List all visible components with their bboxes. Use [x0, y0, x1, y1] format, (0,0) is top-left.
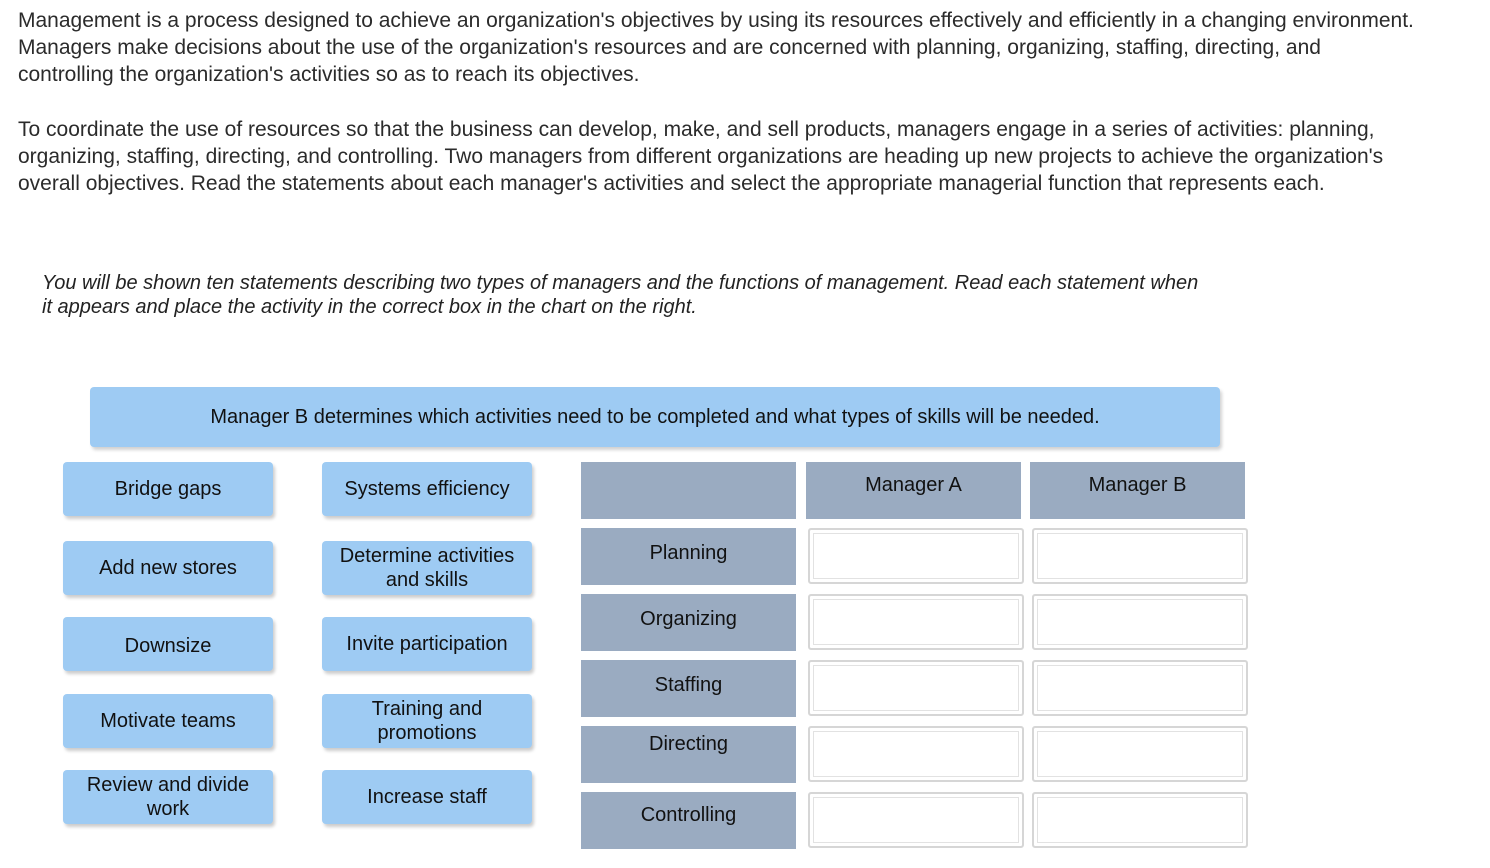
drop-zone-manager-b-controlling[interactable] [1032, 792, 1248, 848]
row-label-planning: Planning [581, 528, 796, 585]
drop-zone-manager-a-staffing[interactable] [808, 660, 1024, 716]
tile-downsize[interactable]: Downsize [63, 617, 273, 671]
drop-zone-manager-b-staffing[interactable] [1032, 660, 1248, 716]
tile-review-and-divide-work[interactable]: Review and divide work [63, 770, 273, 824]
drop-zone-manager-a-organizing[interactable] [808, 594, 1024, 650]
tile-add-new-stores[interactable]: Add new stores [63, 541, 273, 595]
tile-training-and-promotions[interactable]: Training and promotions [322, 694, 532, 748]
intro-paragraph-2: To coordinate the use of resources so that the business can develop, make, and sell products, managers engage in a series of activities: planning, organizing, staffing, directing, and controlling. Two managers from different organizations are heading up new projects to achieve the organization's overall objectives. Read the statements about each manager's activities and select the appropriate managerial function that represents each. [18, 118, 1384, 195]
drop-zone-manager-b-organizing[interactable] [1032, 594, 1248, 650]
chart-corner-cell [581, 462, 796, 519]
drop-zone-manager-a-directing[interactable] [808, 726, 1024, 782]
drop-zone-manager-b-directing[interactable] [1032, 726, 1248, 782]
drop-zone-manager-b-planning[interactable] [1032, 528, 1248, 584]
drop-zone-manager-a-controlling[interactable] [808, 792, 1024, 848]
row-label-staffing: Staffing [581, 660, 796, 717]
tile-systems-efficiency[interactable]: Systems efficiency [322, 462, 532, 516]
row-label-directing: Directing [581, 726, 796, 783]
drop-zone-manager-a-planning[interactable] [808, 528, 1024, 584]
column-header-manager-b: Manager B [1030, 462, 1245, 519]
instructions: You will be shown ten statements describing two types of managers and the functions of management. Read each statement when it appears and place the activity in the correct box in the chart on the right. [42, 272, 1199, 318]
statement-banner: Manager B determines which activities need to be completed and what types of skills will be needed. [90, 387, 1220, 447]
tile-invite-participation[interactable]: Invite participation [322, 617, 532, 671]
tile-increase-staff[interactable]: Increase staff [322, 770, 532, 824]
column-header-manager-a: Manager A [806, 462, 1021, 519]
tile-determine-activities-and-skills[interactable]: Determine activities and skills [322, 541, 532, 595]
row-label-controlling: Controlling [581, 792, 796, 849]
tile-motivate-teams[interactable]: Motivate teams [63, 694, 273, 748]
row-label-organizing: Organizing [581, 594, 796, 651]
intro-paragraph-1: Management is a process designed to achieve an organization's objectives by using its resources effectively and efficiently in a changing environment. Managers make decisions about the use of the organization's resources and are concerned with planning, organizing, staffing, directing, and controlling the organization's activities so as to reach its objectives. [18, 9, 1414, 86]
tile-bridge-gaps[interactable]: Bridge gaps [63, 462, 273, 516]
